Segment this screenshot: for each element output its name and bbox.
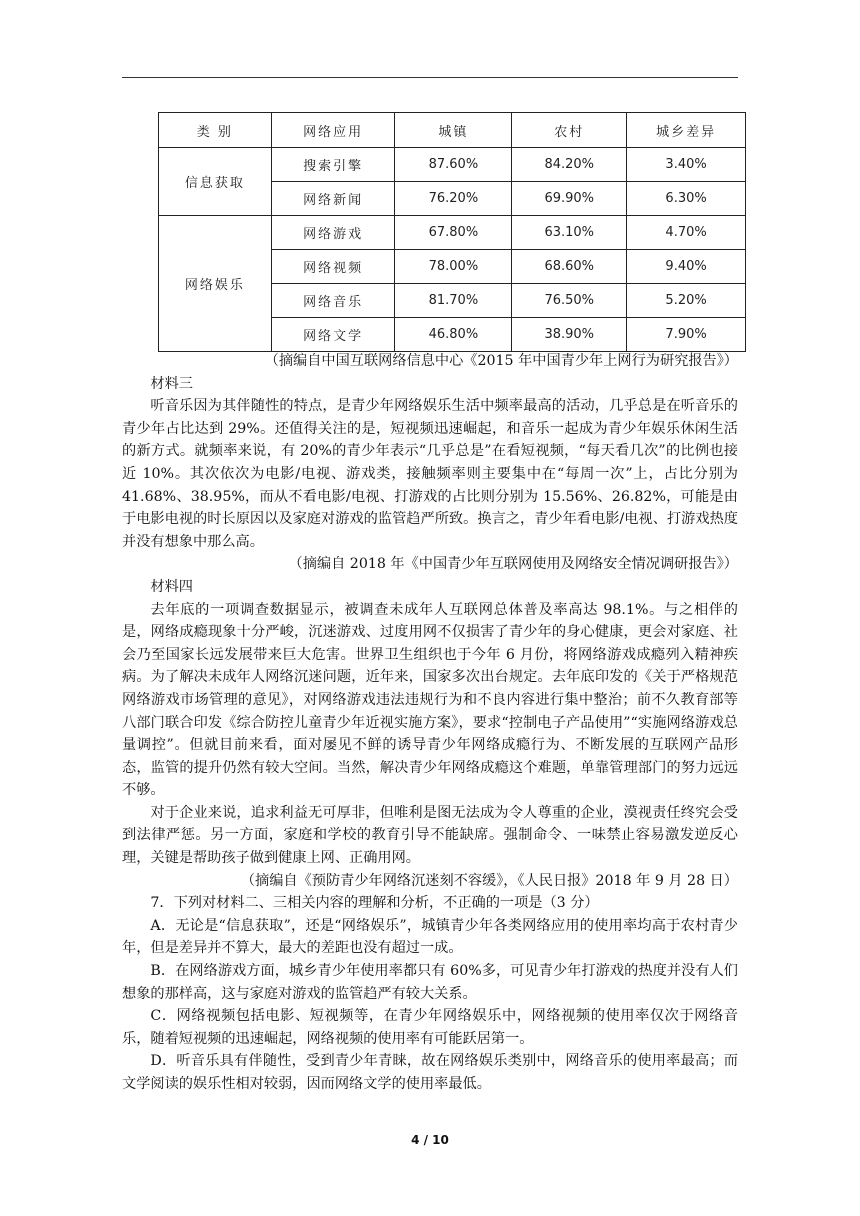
table-header-row bbox=[159, 113, 746, 148]
category-cell: 网络娱乐 bbox=[159, 216, 272, 352]
category-cell: 信息获取 bbox=[159, 148, 272, 216]
paragraph: 对于企业来说，追求利益无可厚非，但唯利是图无法成为令人尊重的企业，漠视责任终究会受到法律严惩。另一方面，家庭和学校的教育引导不能缺席。强制命令、一味禁止容易激发逆反心理，关键是帮助孩子做到健康上网、正确用网。 bbox=[122, 804, 738, 867]
body-text bbox=[122, 350, 738, 1096]
app-cell: 网络游戏 bbox=[271, 216, 395, 250]
table-row bbox=[159, 216, 746, 250]
page-number: 4 / 10 bbox=[411, 1133, 449, 1147]
diff-cell: 6.30% bbox=[627, 182, 746, 216]
material-heading: 材料三 bbox=[150, 375, 193, 392]
header-diff: 城乡差异 bbox=[627, 113, 746, 148]
option-b: B．在网络游戏方面，城乡青少年使用率都只有 60%多，可见青少年打游戏的热度并没有人们想象的那样高，这与家庭对游戏的监管趋严有较大关系。 bbox=[122, 963, 738, 1002]
diff-cell: 9.40% bbox=[627, 250, 746, 284]
urban-cell: 78.00% bbox=[395, 250, 512, 284]
source-citation: （摘编自中国互联网络信息中心《2015 年中国青少年上网行为研究报告》） bbox=[264, 353, 738, 369]
urban-cell: 76.20% bbox=[395, 182, 512, 216]
urban-cell: 46.80% bbox=[395, 318, 512, 352]
app-cell: 网络视频 bbox=[271, 250, 395, 284]
urban-cell: 81.70% bbox=[395, 284, 512, 318]
table-row bbox=[159, 148, 746, 182]
material-heading: 材料四 bbox=[150, 578, 193, 595]
diff-cell: 3.40% bbox=[627, 148, 746, 182]
paragraph: 听音乐因为其伴随性的特点，是青少年网络娱乐生活中频率最高的活动，几乎总是在听音乐的青少年占比达到 29%。还值得关注的是，短视频迅速崛起，和音乐一起成为青少年娱乐休闲生活的新方式。就频率来说，有 20%的青少年表示“几乎总是”在看短视频，“每天看几次”的比例也接近 10%。其次依次为电影/电视、游戏类，接触频率则主要集中在“每周一次”上，占比分别为 41.68%、38.95%，而从不看电影/电视、打游戏的占比则分别为 15.56%、26.82%，可能是由于电影电视的时长原因以及家庭对游戏的监管趋严所致。换言之，青少年看电影/电视、打游戏热度并没有想象中那么高。 bbox=[122, 398, 738, 550]
diff-cell: 7.90% bbox=[627, 318, 746, 352]
source-citation: （摘编自 2018 年《中国青少年互联网使用及网络安全情况调研报告》） bbox=[288, 556, 738, 573]
diff-cell: 5.20% bbox=[627, 284, 746, 318]
option-a: A．无论是“信息获取”，还是“网络娱乐”，城镇青少年各类网络应用的使用率均高于农村青少年，但是差异并不算大，最大的差距也没有超过一成。 bbox=[122, 917, 738, 957]
rural-cell: 63.10% bbox=[512, 216, 627, 250]
rural-cell: 68.60% bbox=[512, 250, 627, 284]
rural-cell: 76.50% bbox=[512, 284, 627, 318]
source-citation: （摘编自《预防青少年网络沉迷刻不容缓》，《人民日报》2018 年 9 月 28 日） bbox=[240, 872, 738, 889]
header-rule bbox=[122, 77, 738, 78]
app-cell: 网络新闻 bbox=[271, 182, 395, 216]
app-cell: 网络音乐 bbox=[271, 284, 395, 318]
app-cell: 网络文学 bbox=[271, 318, 395, 352]
diff-cell: 4.70% bbox=[627, 216, 746, 250]
header-urban: 城镇 bbox=[395, 113, 512, 148]
option-d: D．听音乐具有伴随性，受到青少年青睐，故在网络娱乐类别中，网络音乐的使用率最高；而文学阅读的娱乐性相对较弱，因而网络文学的使用率最低。 bbox=[122, 1053, 738, 1092]
rural-cell: 38.90% bbox=[512, 318, 627, 352]
app-cell: 搜索引擎 bbox=[271, 148, 395, 182]
paragraph: 去年底的一项调查数据显示，被调查未成年人互联网总体普及率高达 98.1%。与之相伴的是，网络成瘾现象十分严峻，沉迷游戏、过度用网不仅损害了青少年的身心健康，更会对家庭、社会乃至国家长远发展带来巨大危害。世界卫生组织也于今年 6 月份，将网络游戏成瘾列入精神疾病。为了解决未成年人网络沉迷问题，近年来，国家多次出台规定。去年底印发的《关于严格规范网络游戏市场管理的意见》，对网络游戏违法违规行为和不良内容进行集中整治；前不久教育部等八部门联合印发《综合防控儿童青少年近视实施方案》，要求“控制电子产品使用”“实施网络游戏总量调控”。但就目前来看，面对屡见不鲜的诱导青少年网络成瘾行为、不断发展的互联网产品形态，监管的提升仍然有较大空间。当然，解决青少年网络成瘾这个难题，单靠管理部门的努力远远不够。 bbox=[122, 601, 738, 799]
urban-cell: 87.60% bbox=[395, 148, 512, 182]
rural-cell: 69.90% bbox=[512, 182, 627, 216]
header-rural: 农村 bbox=[512, 113, 627, 148]
option-c: C．网络视频包括电影、短视频等，在青少年网络娱乐中，网络视频的使用率仅次于网络音乐，随着短视频的迅速崛起，网络视频的使用率有可能跃居第一。 bbox=[122, 1008, 738, 1047]
header-category: 类 别 bbox=[159, 113, 272, 148]
urban-cell: 67.80% bbox=[395, 216, 512, 250]
header-app: 网络应用 bbox=[271, 113, 395, 148]
usage-table bbox=[158, 112, 746, 352]
rural-cell: 84.20% bbox=[512, 148, 627, 182]
question-stem: 7．下列对材料二、三相关内容的理解和分析，不正确的一项是（3 分） bbox=[150, 895, 599, 912]
